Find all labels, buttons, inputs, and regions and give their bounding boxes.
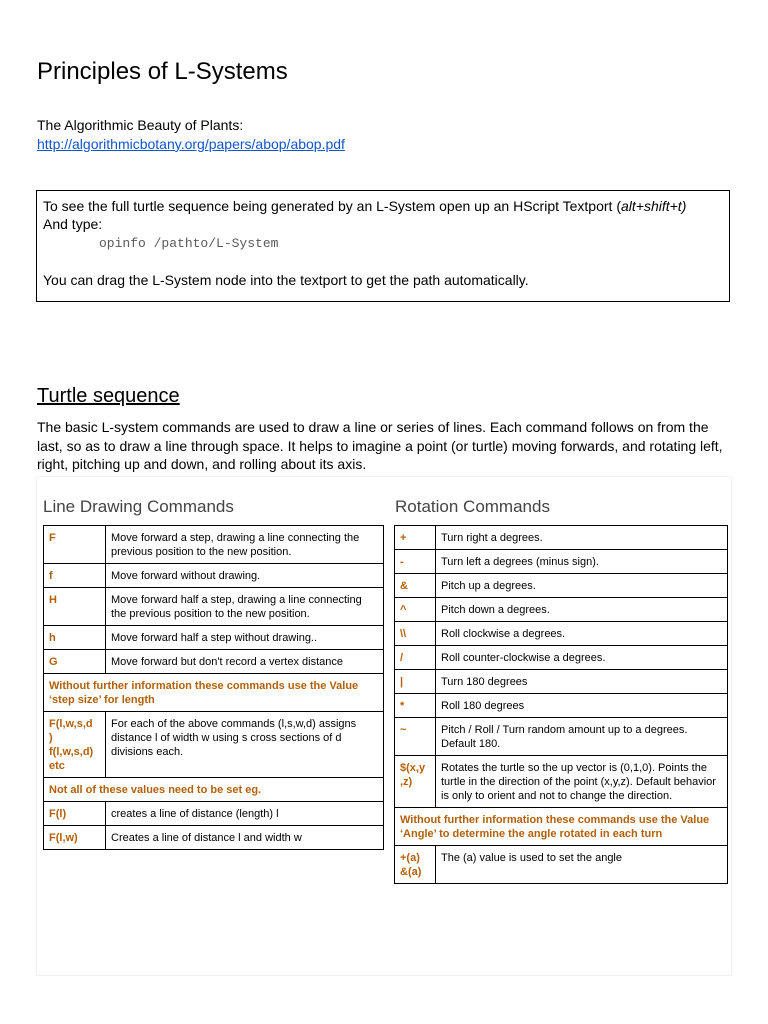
command-key: $(x,y ,z): [395, 756, 436, 808]
command-key: +: [395, 526, 436, 550]
command-key: G: [44, 650, 106, 674]
line-command-row: [44, 650, 384, 674]
command-description: Turn left a degrees (minus sign).: [436, 550, 728, 574]
rotation-command-row: [395, 694, 728, 718]
rotation-command-row: [395, 526, 728, 550]
parametric-command-row: [44, 712, 384, 778]
command-key: ^: [395, 598, 436, 622]
command-description: Creates a line of distance l and width w: [106, 826, 384, 850]
command-description: For each of the above commands (l,s,w,d) assigns distance l of width w using s cross sections of d divisions each.: [106, 712, 384, 778]
command-description: Roll 180 degrees: [436, 694, 728, 718]
angle-note-text: Without further information these commands use the Value ‘Angle’ to determine the angle rotated in each turn: [395, 808, 728, 846]
command-description: Rotates the turtle so the up vector is (0,1,0). Points the turtle in the direction of the point (x,y,z). Default behavior is only to orient and not to change the direction.: [436, 756, 728, 808]
rotation-command-row: [395, 622, 728, 646]
command-description: Move forward half a step without drawing..: [106, 626, 384, 650]
tip-line-3: You can drag the L-System node into the textport to get the path automatically.: [43, 272, 529, 288]
command-key: f: [44, 564, 106, 588]
command-key: +(a) &(a): [395, 846, 436, 884]
rotation-command-row: [395, 756, 728, 808]
reference-link[interactable]: http://algorithmicbotany.org/papers/abop/abop.pdf: [37, 136, 345, 152]
angle-command-row: [395, 846, 728, 884]
command-description: creates a line of distance (length) l: [106, 802, 384, 826]
section-heading: Turtle sequence: [37, 385, 180, 407]
command-key: H: [44, 588, 106, 626]
command-key: h: [44, 626, 106, 650]
command-key: |: [395, 670, 436, 694]
command-key: *: [395, 694, 436, 718]
example-command-row: [44, 802, 384, 826]
command-description: Roll clockwise a degrees.: [436, 622, 728, 646]
command-description: Pitch down a degrees.: [436, 598, 728, 622]
page-title: Principles of L-Systems: [37, 58, 288, 85]
command-description: Turn 180 degrees: [436, 670, 728, 694]
command-description: Move forward a step, drawing a line connecting the previous position to the new position.: [106, 526, 384, 564]
tip-shortcut: alt+shift+t): [620, 198, 687, 214]
line-command-row: [44, 626, 384, 650]
command-description: Move forward but don't record a vertex distance: [106, 650, 384, 674]
command-description: Move forward half a step, drawing a line connecting the previous position to the new position.: [106, 588, 384, 626]
command-key: F(l): [44, 802, 106, 826]
line-drawing-table: [43, 525, 384, 850]
line-command-row: [44, 564, 384, 588]
textport-tip-box: [36, 190, 730, 302]
command-description: Pitch up a degrees.: [436, 574, 728, 598]
rotation-command-row: [395, 550, 728, 574]
tip-line-1-text: To see the full turtle sequence being generated by an L-System open up an HScript Textport (: [43, 198, 621, 214]
rotation-table: [394, 525, 728, 884]
tip-line-2: And type:: [43, 216, 103, 232]
line-drawing-title: Line Drawing Commands: [43, 497, 234, 516]
command-key: F(l,w): [44, 826, 106, 850]
command-key: ~: [395, 718, 436, 756]
optional-values-note: [44, 778, 384, 802]
command-description: Pitch / Roll / Turn random amount up to a degrees. Default 180.: [436, 718, 728, 756]
step-size-note-text: Without further information these commands use the Value ‘step size’ for length: [44, 674, 384, 712]
command-key: &: [395, 574, 436, 598]
line-command-row: [44, 526, 384, 564]
rotation-command-row: [395, 718, 728, 756]
example-command-row: [44, 826, 384, 850]
optional-values-note-text: Not all of these values need to be set eg.: [44, 778, 384, 802]
step-size-note: [44, 674, 384, 712]
tip-code: opinfo /pathto/L-System: [99, 236, 279, 251]
command-key: /: [395, 646, 436, 670]
rotation-command-row: [395, 670, 728, 694]
rotation-command-row: [395, 574, 728, 598]
command-key: F(l,w,s,d ) f(l,w,s,d) etc: [44, 712, 106, 778]
command-description: Move forward without drawing.: [106, 564, 384, 588]
rotation-title: Rotation Commands: [395, 497, 550, 516]
line-command-row: [44, 588, 384, 626]
rotation-command-row: [395, 646, 728, 670]
command-key: \\: [395, 622, 436, 646]
command-description: Turn right a degrees.: [436, 526, 728, 550]
rotation-command-row: [395, 598, 728, 622]
command-key: -: [395, 550, 436, 574]
angle-note: [395, 808, 728, 846]
tip-line-1: [43, 197, 723, 215]
command-description: Roll counter-clockwise a degrees.: [436, 646, 728, 670]
reference-label: The Algorithmic Beauty of Plants:: [37, 117, 244, 133]
command-description: The (a) value is used to set the angle: [436, 846, 728, 884]
section-intro: The basic L-system commands are used to draw a line or series of lines. Each command follows on from the last, so as to draw a line through space. It helps to imagine a point (or turtle) moving forwards, and rotating left, right, pitching up and down, and rolling about its axis.: [37, 419, 723, 472]
command-key: F: [44, 526, 106, 564]
